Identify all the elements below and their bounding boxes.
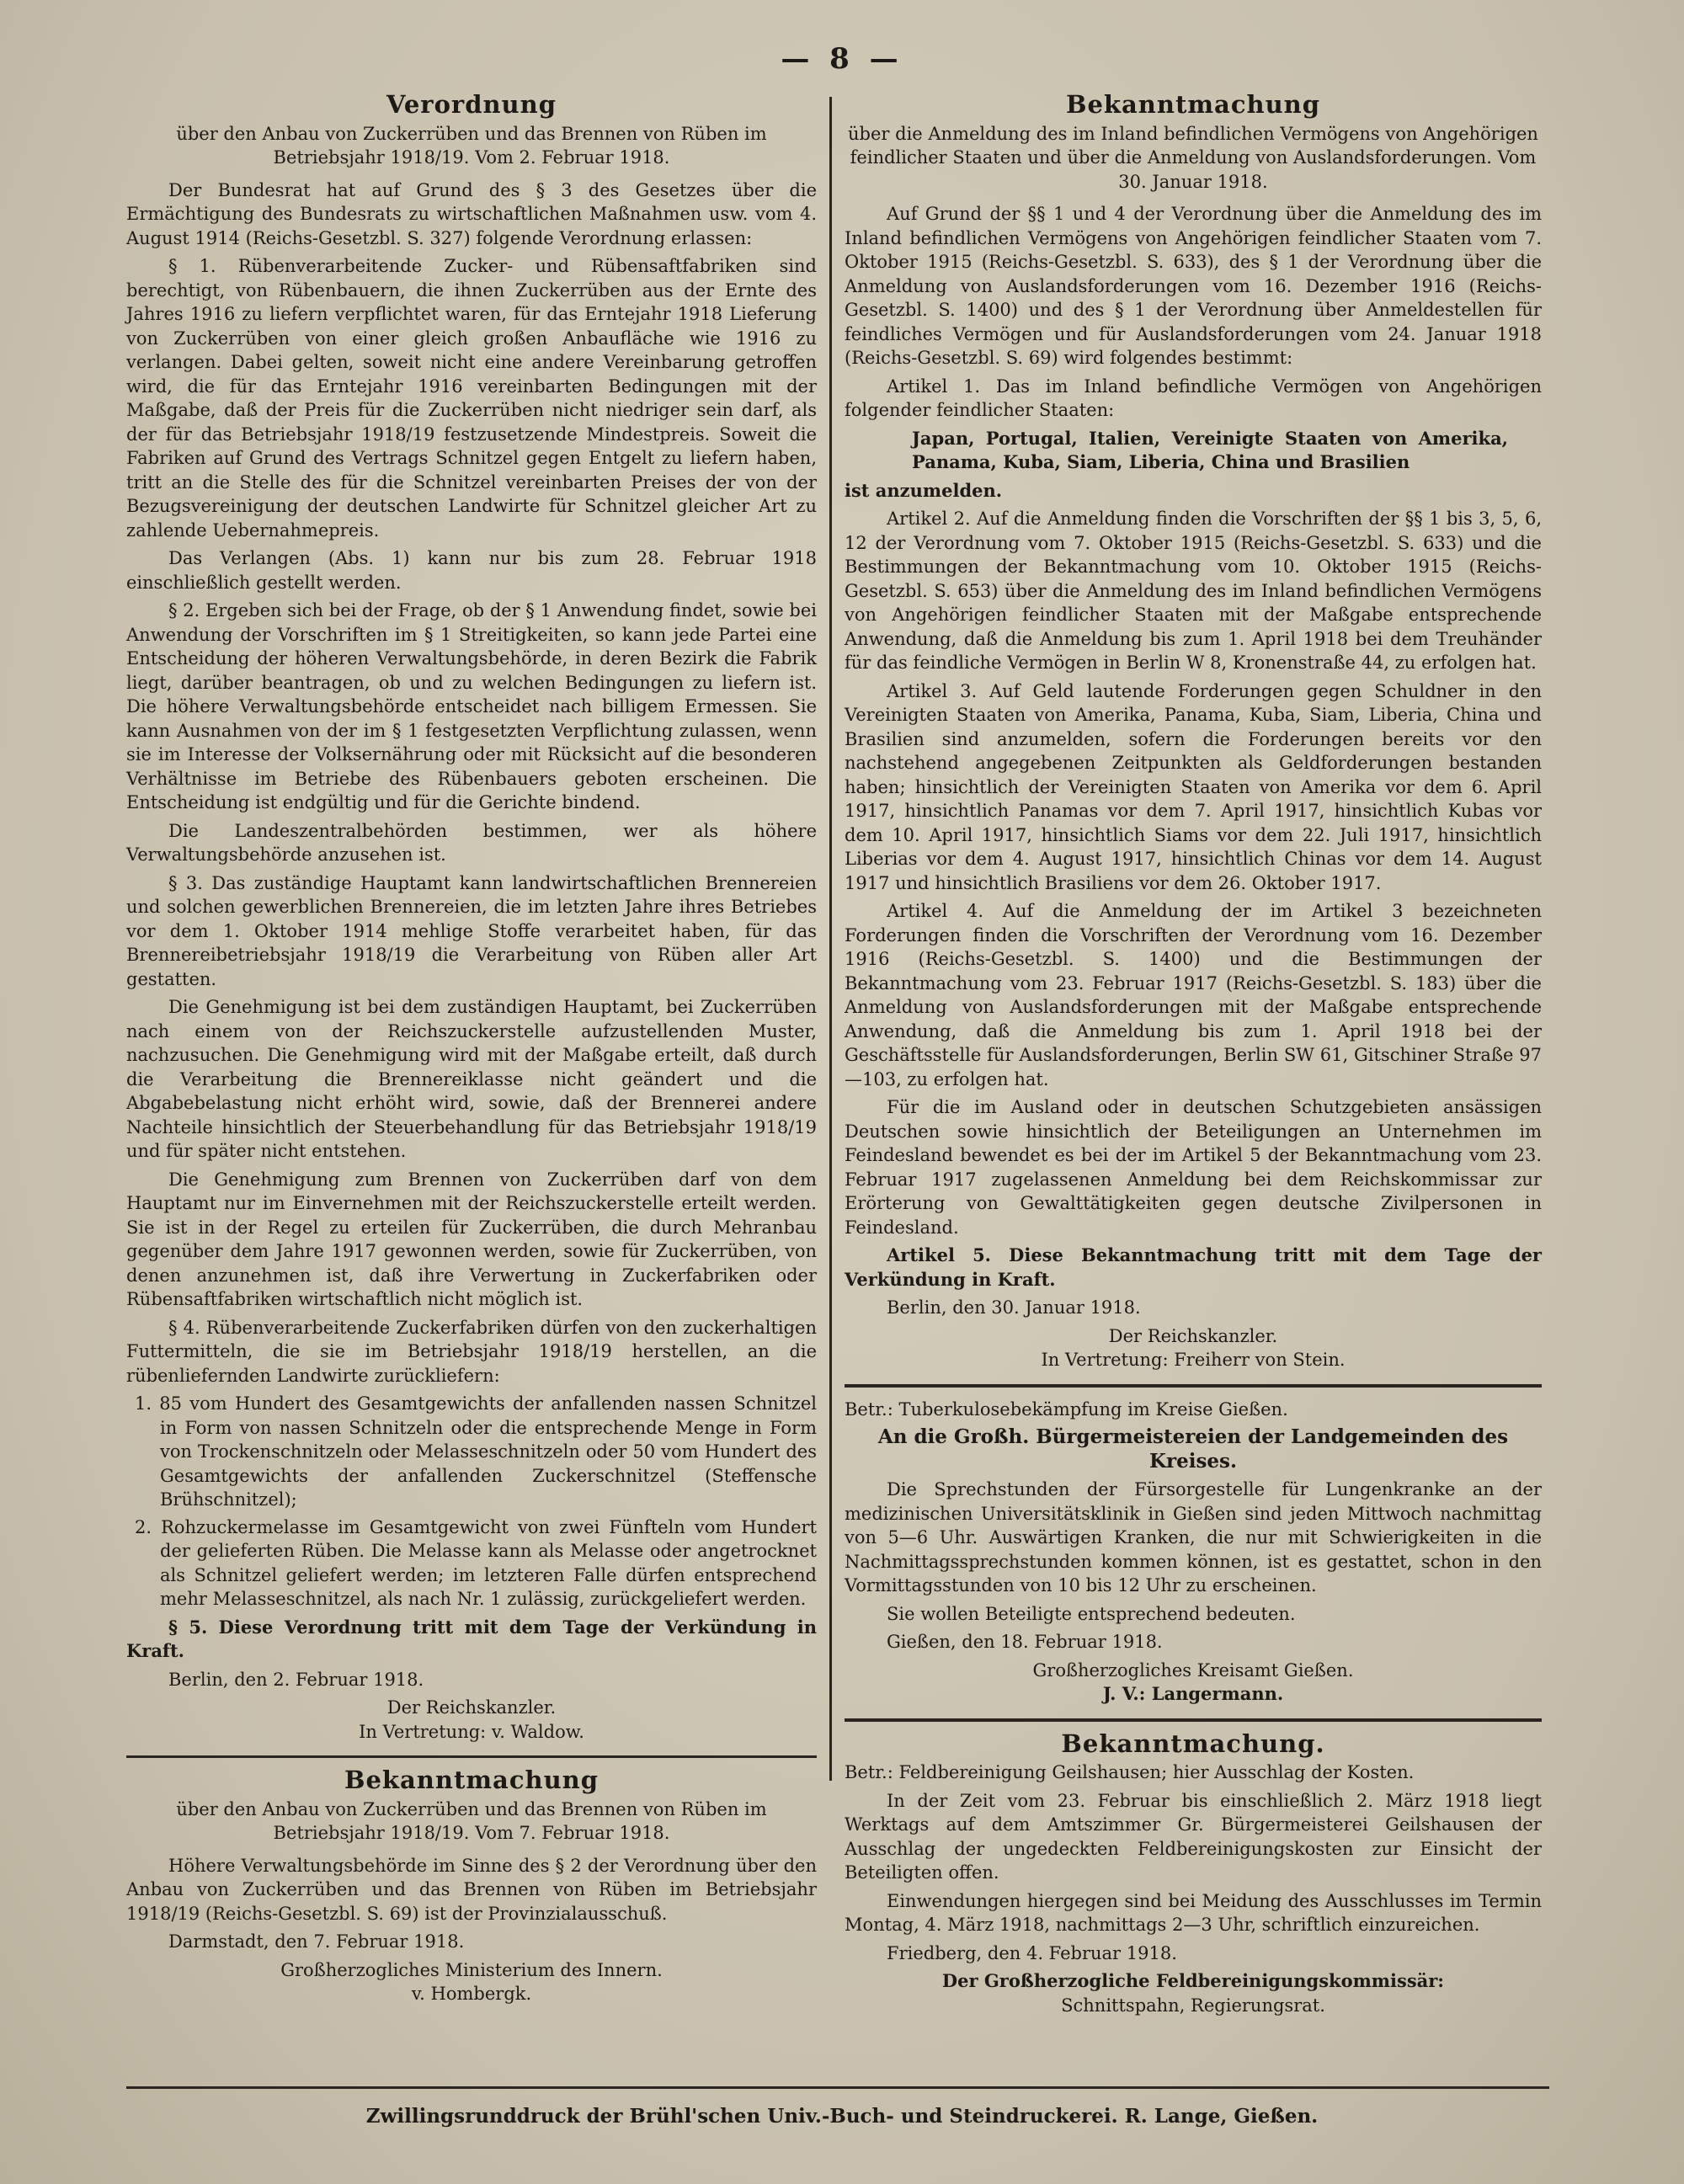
signature-name: Schnittspahn, Regierungsrat. <box>1061 1995 1325 2016</box>
section-subtitle: über die Anmeldung des im Inland befindlichen Vermögens von Angehörigen feindlicher Staaten und über die Anmeldung von Auslandsforderungen. Vom 30. Januar 1918. <box>848 123 1538 192</box>
paragraph: Die Genehmigung ist bei dem zuständigen Hauptamt, bei Zuckerrüben nach einem von der Reichszuckerstelle aufzustellenden Muster, nachzusuchen. Die Genehmigung wird mit der Maßgabe erteilt, daß durch die Verarbeitung die Brennereiklasse nicht geändert und die Abgabebelastung nicht erhöht wird, sowie, daß der Brennerei andere Nachteile hinsichtlich der Steuerbehandlung für das Betriebsjahr 1918/19 und für später nicht entstehen. <box>126 997 817 1161</box>
states-list: Japan, Portugal, Italien, Vereinigte Staaten von Amerika, Panama, Kuba, Siam, Liberia, China und Brasilien <box>912 427 1508 472</box>
feldbereinigung-notice <box>845 1729 1542 2018</box>
date-line: Berlin, den 30. Januar 1918. <box>887 1297 1141 1318</box>
list-item: 2. Rohzuckermelasse im Gesamtgewicht von zwei Fünfteln vom Hundert der gelieferten Rüben. Die Melasse kann als Melasse oder angetrocknet als Schnitzel geliefert werden; im letzteren Falle dürfen entsprechend mehr Melasseschnitzel, als nach Nr. 1 zulässig, zurückgeliefert werden. <box>135 1516 817 1609</box>
signature-title: Großherzogliches Ministerium des Innern. <box>280 1959 663 1980</box>
addressee-heading: An die Großh. Bürgermeistereien der Landgemeinden des Kreises. <box>877 1425 1509 1473</box>
paragraph: Auf Grund der §§ 1 und 4 der Verordnung über die Anmeldung des im Inland befindlichen Vermögens von Angehörigen feindlicher Staaten vom 7. Oktober 1915 (Reichs-Gesetzbl. S. 633), des § 1 der Verordnung über die Anmeldung von Auslandsforderungen vom 16. Dezember 1916 (Reichs-Gesetzbl. S. 1400) und des § 1 der Verordnung über Anmeldestellen für feindliches Vermögen und für Auslandsforderungen vom 24. Januar 1918 (Reichs-Gesetzbl. S. 69) wird folgendes bestimmt: <box>845 204 1542 368</box>
section-title: Bekanntmachung <box>344 1766 600 1794</box>
left-column <box>126 90 817 2006</box>
bekanntmachung-darmstadt <box>126 1768 817 2006</box>
tuberkulose-notice <box>845 1398 1542 1707</box>
footer-rule <box>126 2086 1549 2089</box>
signature-title: Der Reichskanzler. <box>386 1697 557 1718</box>
paragraph: Die Landeszentralbehörden bestimmen, wer als höhere Verwaltungsbehörde anzusehen ist. <box>126 820 817 865</box>
paragraph: § 1. Rübenverarbeitende Zucker- und Rübensaftfabriken sind berechtigt, von Rübenbauern, die ihnen Zuckerrüben aus der Ernte des Jahres 1916 zu liefern verpflichtet waren, für das Erntejahr 1918 Lieferung von Zuckerrüben von einer gleich großen Anbaufläche wie 1916 zu verlangen. Dabei gelten, soweit nicht eine andere Vereinbarung getroffen wird, die für das Erntejahr 1916 vereinbarten Bedingungen mit der Maßgabe, daß der Preis für die Zuckerrüben nicht niedriger sein darf, als der für das Betriebsjahr 1918/19 festzusetzende Mindestpreis. Soweit die Fabriken auf Grund des Vertrags Schnitzel gegen Entgelt zu liefern haben, tritt an die Stelle des für die Schnitzel vereinbarten Preises der von der Bezugsvereinigung der deutschen Landwirte für Schnitzel gleicher Art zu zahlende Uebernahmepreis. <box>126 256 817 541</box>
paragraph: § 3. Das zuständige Hauptamt kann landwirtschaftlichen Brennereien und solchen gewerblichen Brennereien, die im letzten Jahre ihres Betriebes vor dem 1. Oktober 1914 mehlige Stoffe verarbeitet haben, für das Brennereibetriebsjahr 1918/19 die Verarbeitung von Rüben aller Art gestatten. <box>126 872 817 989</box>
paragraph: § 2. Ergeben sich bei der Frage, ob der § 1 Anwendung findet, sowie bei Anwendung der Vorschriften im § 1 Streitigkeiten, so kann jede Partei eine Entscheidung der höheren Verwaltungsbehörde, in deren Bezirk die Fabrik liegt, darüber beantragen, ob und zu welchen Bedingungen zu liefern ist. Die höhere Verwaltungsbehörde entscheidet nach billigem Ermessen. Sie kann Ausnahmen von der im § 1 festgesetzten Verpflichtung zulassen, wenn sie im Interesse der Volksernährung oder mit Rücksicht auf die besonderen Verhältnisse im Betriebe des Rübenbauers geboten erscheinen. Die Entscheidung ist endgültig und für die Gerichte bindend. <box>126 600 817 812</box>
paragraph: Höhere Verwaltungsbehörde im Sinne des § 2 der Verordnung über den Anbau von Zuckerrüben und das Brennen von Rüben im Betriebsjahr 1918/19 (Reichs-Gesetzbl. S. 69) ist der Provinzialausschuß. <box>126 1855 817 1924</box>
date-line: Darmstadt, den 7. Februar 1918. <box>168 1931 465 1952</box>
date-line: Gießen, den 18. Februar 1918. <box>887 1632 1163 1652</box>
list-item: 1. 85 vom Hundert des Gesamtgewichts der anfallenden nassen Schnitzel in Form von nassen Schnitzeln oder die entsprechende Menge in Form von Trockenschnitzeln oder Melasseschnitzeln oder 50 vom Hundert des Gesamtgewichts der anfallenden Zuckerschnitzel (Steffensche Brühschnitzel); <box>135 1393 817 1510</box>
paragraph: Das Verlangen (Abs. 1) kann nur bis zum 28. Februar 1918 einschließlich gestellt werden. <box>126 548 817 593</box>
paragraph: Artikel 5. Diese Bekanntmachung tritt mit dem Tage der Verkündung in Kraft. <box>845 1244 1542 1290</box>
paragraph: § 5. Diese Verordnung tritt mit dem Tage der Verkündung in Kraft. <box>126 1616 817 1661</box>
section-subtitle: über den Anbau von Zuckerrüben und das Brennen von Rüben im Betriebsjahr 1918/19. Vom 7. Februar 1918. <box>176 1798 767 1843</box>
date-line: Berlin, den 2. Februar 1918. <box>168 1669 424 1690</box>
column-divider <box>829 97 832 1781</box>
signature-name: In Vertretung: v. Waldow. <box>359 1721 584 1742</box>
bekanntmachung-vermoegen <box>845 90 1542 1372</box>
section-title: Bekanntmachung <box>1065 90 1321 119</box>
signature-title: Der Reichskanzler. <box>1108 1325 1278 1346</box>
section-title: Verordnung <box>386 90 557 119</box>
date-line: Friedberg, den 4. Februar 1918. <box>887 1942 1177 1963</box>
paragraph: Artikel 2. Auf die Anmeldung finden die Vorschriften der §§ 1 bis 3, 5, 6, 12 der Verordnung vom 7. Oktober 1915 (Reichs-Gesetzbl. S. 633) und die Bestimmungen der Bekanntmachung vom 10. Oktober 1915 (Reichs-Gesetzbl. S. 653) über die Anmeldung des im Inland befindlichen Vermögens von Angehörigen feindlicher Staaten mit der Maßgabe entsprechende Anwendung, daß die Anmeldung bis zum 1. April 1918 bei dem Treuhänder für das feindliche Vermögen in Berlin W 8, Kronenstraße 44, zu erfolgen hat. <box>845 509 1542 673</box>
paragraph: Artikel 1. Das im Inland befindliche Vermögen von Angehörigen folgender feindlicher Staaten: <box>845 376 1542 420</box>
section-divider <box>845 1384 1542 1388</box>
betreff-line: Betr.: Tuberkulosebekämpfung im Kreise Gießen. <box>845 1398 1288 1420</box>
paragraph: Die Sprechstunden der Fürsorgestelle für Lungenkranke an der medizinischen Universitätsklinik in Gießen sind jeden Mittwoch nachmittag von 5—6 Uhr. Auswärtigen Kranken, die nur mit Schwierigkeiten in die Nachmittagssprechstunden kommen können, ist es gestattet, schon in den Vormittagsstunden von 10 bis 12 Uhr zu erscheinen. <box>845 1479 1542 1595</box>
verordnung-zuckerrueben <box>126 90 817 1744</box>
paragraph: Artikel 3. Auf Geld lautende Forderungen gegen Schuldner in den Vereinigten Staaten von Amerika, Panama, Kuba, Siam, Liberia, China und Brasilien sind anzumelden, sofern die Forderungen bereits vor den nachstehend angegebenen Zeitpunkten als Geldforderungen bestanden haben; hinsichtlich der Vereinigten Staaten von Amerika vor dem 6. April 1917, hinsichtlich Panamas vor dem 7. April 1917, hinsichtlich Kubas vor dem 10. April 1917, hinsichtlich Siams vor dem 22. Juli 1917, hinsichtlich Liberias vor dem 4. August 1917, hinsichtlich Chinas vor dem 14. August 1917 und hinsichtlich Brasiliens vor dem 26. Oktober 1917. <box>845 680 1542 893</box>
paragraph: § 4. Rübenverarbeitende Zuckerfabriken dürfen von den zuckerhaltigen Futtermitteln, die sie im Betriebsjahr 1918/19 herstellen, an die rübenliefernden Landwirte zurückliefern: <box>126 1317 817 1386</box>
printer-imprint: Zwillingsrunddruck der Brühl'schen Univ.-Buch- und Steindruckerei. R. Lange, Gießen. <box>365 2105 1319 2128</box>
paragraph: Die Genehmigung zum Brennen von Zuckerrüben darf von dem Hauptamt nur im Einvernehmen mit der Reichszuckerstelle erteilt werden. Sie ist in der Regel zu erteilen für Zuckerrüben, die durch Mehranbau gegenüber dem Jahre 1917 gewonnen werden, sowie für Zuckerrüben, von denen anzunehmen ist, daß ihre Verwertung in Zuckerfabriken oder Rübensaftfabriken wirtschaftlich nicht möglich ist. <box>126 1169 817 1309</box>
paragraph: Artikel 4. Auf die Anmeldung der im Artikel 3 bezeichneten Forderungen finden die Vorschriften der Verordnung vom 16. Dezember 1916 (Reichs-Gesetzbl. S. 1400) und die Bestimmungen der Bekanntmachung vom 23. Februar 1917 (Reichs-Gesetzbl. S. 183) über die Anmeldung von Auslandsforderungen mit der Maßgabe entsprechende Anwendung, daß die Anmeldung bis zum 1. April 1918 bei der Geschäftsstelle für Auslandsforderungen, Berlin SW 61, Gitschiner Straße 97—103, zu erfolgen hat. <box>845 901 1542 1089</box>
section-divider <box>126 1755 817 1758</box>
section-subtitle: über den Anbau von Zuckerrüben und das Brennen von Rüben im Betriebsjahr 1918/19. Vom 2. Februar 1918. <box>176 123 767 168</box>
paragraph: Sie wollen Beteiligte entsprechend bedeuten. <box>887 1603 1296 1624</box>
paragraph: ist anzumelden. <box>845 479 1003 501</box>
section-divider <box>845 1718 1542 1722</box>
signature-name: In Vertretung: Freiherr von Stein. <box>1041 1350 1346 1370</box>
numbered-list <box>126 1392 817 1611</box>
paragraph: Der Bundesrat hat auf Grund des § 3 des Gesetzes über die Ermächtigung des Bundesrats zu wirtschaftlichen Maßnahmen usw. vom 4. August 1914 (Reichs-Gesetzbl. S. 327) folgende Verordnung erlassen: <box>126 179 817 248</box>
section-title: Bekanntmachung. <box>1061 1729 1325 1758</box>
paragraph: Für die im Ausland oder in deutschen Schutzgebieten ansässigen Deutschen sowie hinsichtlich der Beteiligungen an Unternehmen im Feindesland bewendet es bei der im Artikel 5 der Bekanntmachung vom 23. Februar 1917 zugelassenen Anmeldung bei dem Reichskommissar zur Erörterung von Gewalttätigkeiten gegen deutsche Zivilpersonen in Feindesland. <box>845 1097 1542 1238</box>
paragraph: In der Zeit vom 23. Februar bis einschließlich 2. März 1918 liegt Werktags auf dem Amtszimmer Gr. Bürgermeisterei Geilshausen der Ausschlag der ungedeckten Feldbereinigungskosten zur Einsicht der Beteiligten offen. <box>845 1790 1542 1883</box>
signature-name: v. Hombergk. <box>411 1984 532 2004</box>
signature-title: Der Großherzogliche Feldbereinigungskommissär: <box>941 1970 1445 1991</box>
right-column <box>845 90 1542 2017</box>
page-number: — 8 — <box>781 42 903 76</box>
signature-name: J. V.: Langermann. <box>1102 1683 1284 1704</box>
signature-title: Großherzogliches Kreisamt Gießen. <box>1032 1659 1354 1681</box>
betreff-line: Betr.: Feldbereinigung Geilshausen; hier Ausschlag der Kosten. <box>845 1762 1415 1782</box>
paragraph: Einwendungen hiergegen sind bei Meidung des Ausschlusses im Termin Montag, 4. März 1918, nachmittags 2—3 Uhr, schriftlich einzureichen. <box>845 1890 1542 1935</box>
